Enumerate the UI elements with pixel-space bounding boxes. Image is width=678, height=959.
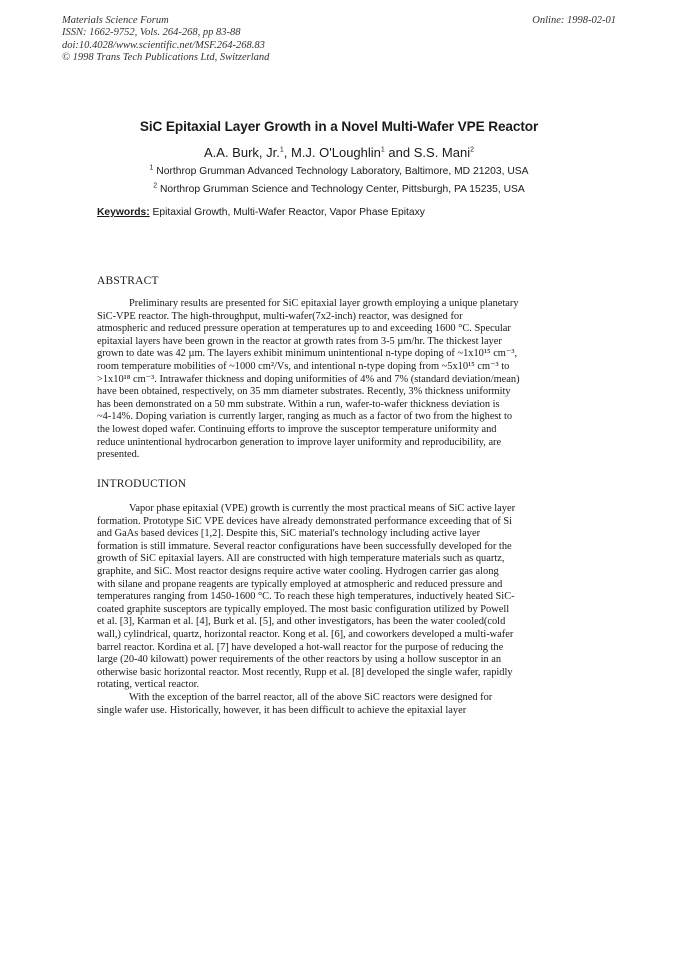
introduction-heading: INTRODUCTION bbox=[97, 478, 187, 490]
text-line: >1x10¹⁸ cm⁻³. Intrawafer thickness and doping uniformities of 4% and 7% (standard deviation/mean) bbox=[97, 373, 520, 385]
affiliation-2 bbox=[0, 184, 678, 195]
keywords-label: Keywords: bbox=[97, 207, 150, 218]
author-separator: , bbox=[283, 145, 291, 160]
author-oloughlin-affil: 1 bbox=[380, 146, 385, 154]
text-line: Preliminary results are presented for SiC epitaxial layer growth employing a unique planetary bbox=[129, 298, 519, 309]
text-line: and GaAs based devices [1,2]. Despite this, SiC material's technology including active layer bbox=[97, 528, 481, 540]
text-line: reduce unintentional hydrocarbon generation to improve layer uniformity and reproducibility, are bbox=[97, 436, 502, 448]
text-line: et al. [3], Karman et al. [4], Burk et al. [5], and other investigators, has been the water cooled(cold bbox=[97, 616, 506, 628]
text-line: room temperature mobilities of ~1000 cm²/Vs, and intentional n-type doping from ~5x10¹⁵ cm⁻³ to bbox=[97, 360, 510, 372]
text-line: wall,) cylindrical, quartz, horizontal reactor. Kong et al. [6], and coworkers developed a multi-wafer bbox=[97, 628, 514, 640]
text-line: grown to date was 42 µm. The layers exhibit minimum unintentional n-type doping of ~1x10¹⁵ cm⁻³, bbox=[97, 348, 518, 360]
paper-title: SiC Epitaxial Layer Growth in a Novel Multi-Wafer VPE Reactor bbox=[139, 119, 539, 134]
online-date: Online: 1998-02-01 bbox=[532, 15, 616, 26]
text-line: has been demonstrated on a 50 mm substrate. Within a run, wafer-to-wafer thickness deviation is bbox=[97, 398, 500, 410]
keywords bbox=[97, 207, 425, 218]
text-line: large (20-40 kilowatt) power requirements of the other reactors by using a hollow susceptor in an bbox=[97, 654, 502, 666]
text-line: SiC-VPE reactor. The high-throughput, multi-wafer(7x2-inch) reactor, was designed for bbox=[97, 310, 463, 322]
introduction-body bbox=[97, 503, 547, 717]
text-line: ~4-14%. Doping variation is currently larger, ranging as much as a factor of two from the highest to bbox=[97, 411, 513, 423]
text-line: With the exception of the barrel reactor, all of the above SiC reactors were designed for bbox=[129, 691, 493, 703]
journal-header bbox=[62, 15, 269, 64]
issn-line: ISSN: 1662-9752, Vols. 264-268, pp 83-88 bbox=[62, 27, 241, 39]
text-line: formation is still immature. Several reactor configurations have been successfully developed for the bbox=[97, 540, 512, 552]
abstract-heading: ABSTRACT bbox=[97, 275, 159, 287]
author-mani: S.S. Mani bbox=[413, 145, 471, 160]
author-mani-affil: 2 bbox=[470, 146, 474, 154]
text-line: graphite, and SiC. Most reactor designs require active water cooling. Hydrogen carrier gas along bbox=[97, 565, 499, 577]
text-line: have been obtained, respectively, on 35 mm diameter substrates. Recently, 3% thickness uniformity bbox=[97, 386, 511, 398]
journal-name: Materials Science Forum bbox=[62, 15, 169, 26]
text-line: formation. Prototype SiC VPE devices have already demonstrated performance exceeding that of Si bbox=[97, 515, 513, 527]
text-line: barrel reactor. Kordina et al. [7] have developed a hot-wall reactor for the purpose of reducing the bbox=[97, 641, 504, 653]
author-burk: A.A. Burk, Jr. bbox=[203, 145, 280, 160]
text-line: with silane and propane reagents are typically employed at atmospheric and reduced pressure and bbox=[97, 578, 503, 590]
affiliation-text: Northrop Grumman Advanced Technology Laboratory, Baltimore, MD 21203, USA bbox=[156, 166, 529, 177]
affiliation-number: 2 bbox=[153, 182, 158, 190]
keywords-text: Epitaxial Growth, Multi-Wafer Reactor, Vapor Phase Epitaxy bbox=[152, 207, 425, 218]
abstract-body bbox=[97, 298, 547, 462]
doi-line[interactable]: doi:10.4028/www.scientific.net/MSF.264-268.83 bbox=[62, 39, 265, 51]
text-line: the lowest doped wafer. Continuing efforts to improve the susceptor temperature uniformity and bbox=[97, 423, 497, 435]
text-line: otherwise basic horizontal reactor. Most recently, Rupp et al. [8] developed the single wafer, rapidly bbox=[97, 666, 513, 678]
text-line: rotating, vertical reactor. bbox=[97, 679, 200, 691]
affiliation-number: 1 bbox=[149, 164, 154, 172]
author-oloughlin: M.J. O'Loughlin bbox=[290, 145, 381, 160]
copyright-line: © 1998 Trans Tech Publications Ltd, Switzerland bbox=[62, 51, 270, 63]
text-line: atmospheric and reduced pressure operation at temperatures up to and exceeding 1600 °C. Specular bbox=[97, 323, 511, 335]
text-line: single wafer use. Historically, however, it has been difficult to achieve the epitaxial layer bbox=[97, 704, 467, 716]
affiliation-text: Northrop Grumman Science and Technology Center, Pittsburgh, PA 15235, USA bbox=[159, 184, 525, 195]
text-line: growth of SiC epitaxial layers. All are constructed with high temperature materials such as quartz, bbox=[97, 553, 505, 565]
author-separator: and bbox=[384, 145, 414, 160]
text-line: temperatures ranging from 1450-1600 °C. To reach these high temperatures, inductively heated SiC- bbox=[97, 591, 515, 603]
author-burk-affil: 1 bbox=[279, 146, 284, 154]
affiliation-1 bbox=[0, 166, 678, 177]
author-list bbox=[0, 145, 678, 160]
text-line: epitaxial layers have been grown in the reactor at growth rates from 3-5 µm/hr. The thickest layer bbox=[97, 335, 502, 347]
text-line: presented. bbox=[97, 449, 140, 461]
text-line: coated graphite susceptors are typically employed. The most basic configuration utilized by Powell bbox=[97, 603, 510, 615]
text-line: Vapor phase epitaxial (VPE) growth is currently the most practical means of SiC active layer bbox=[129, 503, 516, 514]
